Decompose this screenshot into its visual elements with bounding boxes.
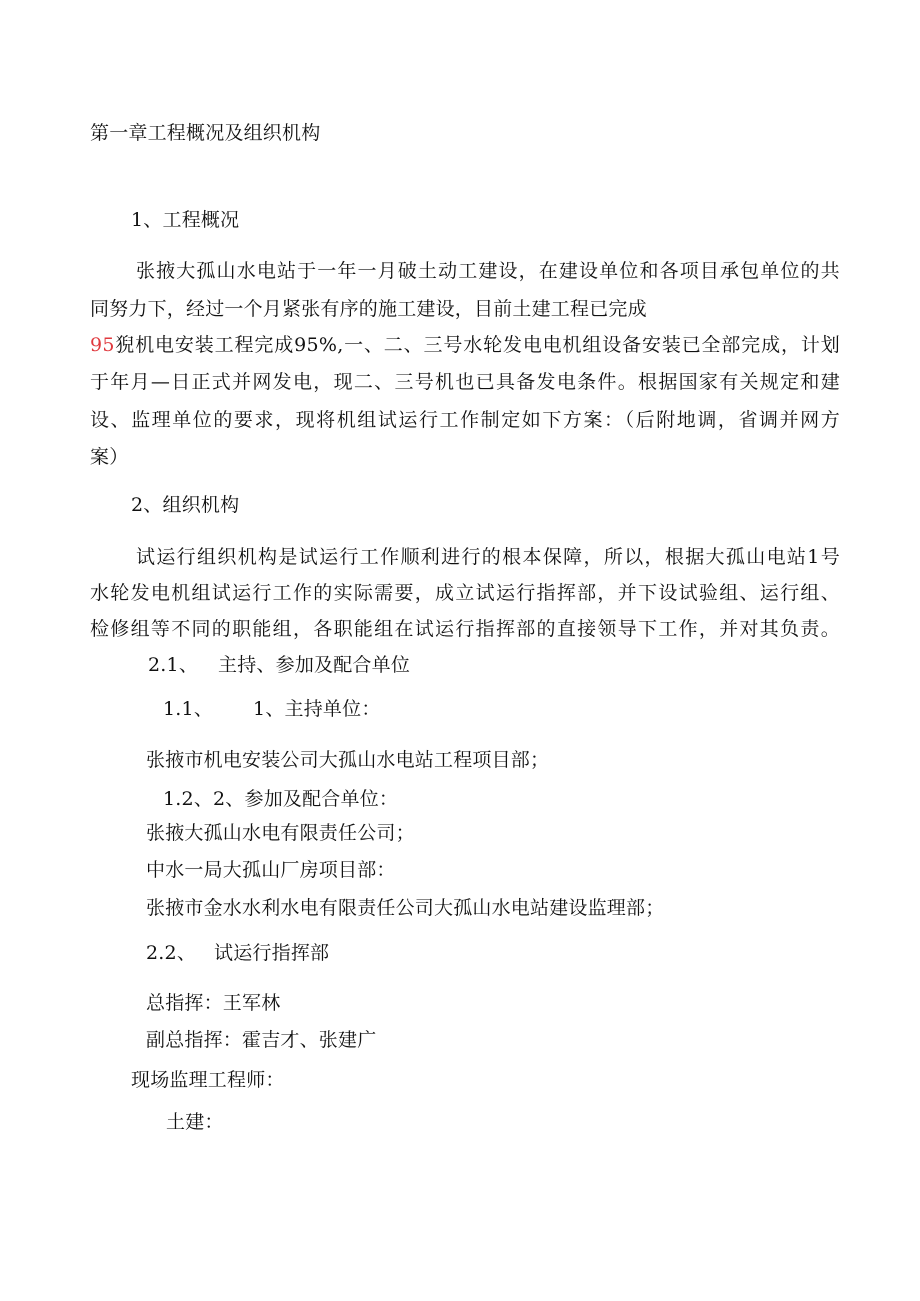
- civil-works: 土建：: [166, 1111, 224, 1133]
- participating-unit-3: 张掖市金水水利水电有限责任公司大孤山水电站建设监理部；: [146, 897, 665, 919]
- chapter-title: 第一章工程概况及组织机构: [90, 122, 321, 144]
- organization-line-1: 试运行组织机构是试运行工作顺利进行的根本保障，所以，根据大孤山电站1号: [136, 546, 840, 568]
- organization-line-3: 检修组等不同的职能组，各职能组在试运行指挥部的直接领导下工作，并对其负责。: [90, 618, 840, 640]
- red-number: 95: [90, 334, 115, 356]
- subsection-2-2-number: 2.2、: [146, 942, 197, 964]
- site-supervisor: 现场监理工程师：: [131, 1069, 285, 1091]
- subsection-2-2-title: 试运行指挥部: [214, 942, 330, 964]
- overview-line-1: 张掖大孤山水电站于一年一月破土动工建设，在建设单位和各项目承包单位的共: [136, 260, 840, 282]
- overview-line-3: [90, 333, 840, 357]
- participating-unit-1: 张掖大孤山水电有限责任公司；: [146, 822, 415, 844]
- section-heading-overview: 1、工程概况: [131, 209, 240, 231]
- deputy-commander: 副总指挥：霍吉才、张建广: [146, 1029, 377, 1051]
- item-1-1-number: 1.1、: [163, 698, 214, 720]
- item-1-1: [163, 697, 381, 721]
- item-1-1-title: 1、主持单位：: [253, 698, 381, 720]
- overview-line-6: 案）: [90, 446, 129, 468]
- participating-unit-2: 中水一局大孤山厂房项目部：: [146, 859, 396, 881]
- subsection-2-2: [146, 941, 329, 965]
- subsection-2-1-title: 主持、参加及配合单位: [218, 654, 411, 676]
- host-unit: 张掖市机电安装公司大孤山水电站工程项目部；: [146, 749, 550, 771]
- overview-line-4: 于年月—日正式并网发电，现二、三号机也已具备发电条件。根据国家有关规定和建: [90, 371, 840, 393]
- subsection-2-1-number: 2.1、: [148, 654, 199, 676]
- overview-line-2: 同努力下，经过一个月紧张有序的施工建设，目前土建工程已完成: [90, 298, 647, 320]
- organization-line-2: 水轮发电机组试运行工作的实际需要，成立试运行指挥部，并下设试验组、运行组、: [90, 582, 840, 604]
- overview-line-3-text: 猊机电安装工程完成95%,一、二、三号水轮发电电机组设备安装已全部完成，计划: [114, 334, 840, 356]
- item-1-2: 1.2、2、参加及配合单位：: [163, 788, 399, 810]
- commander: 总指挥：王军林: [146, 992, 281, 1014]
- section-heading-organization: 2、组织机构: [131, 494, 240, 516]
- overview-line-5: 设、监理单位的要求，现将机组试运行工作制定如下方案：（后附地调，省调并网方: [90, 409, 840, 431]
- subsection-2-1: [148, 653, 410, 677]
